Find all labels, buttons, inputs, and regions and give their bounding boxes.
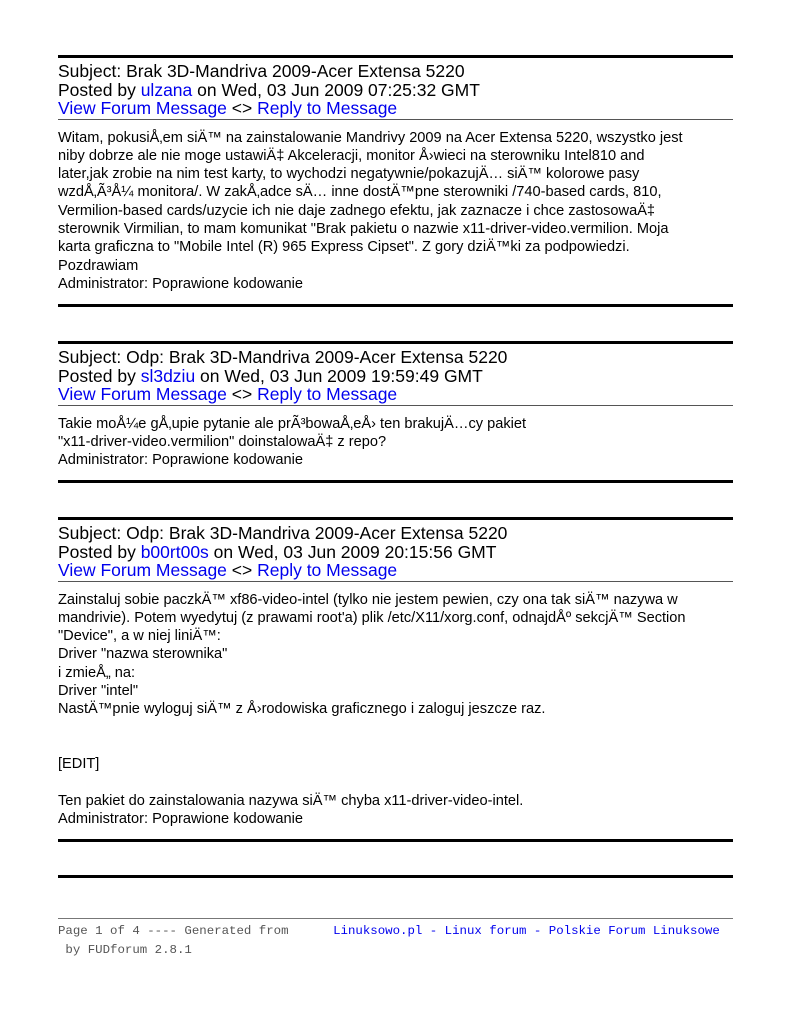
action-separator: <> [226, 98, 258, 118]
post-date: on Wed, 03 Jun 2009 20:15:56 GMT [208, 541, 497, 562]
post-bottom-rule [58, 480, 733, 483]
post-header [58, 58, 733, 118]
post-subject: Subject: Odp: Brak 3D-Mandriva 2009-Acer Extensa 5220 [58, 523, 508, 543]
forum-site-link[interactable]: Linuksowo.pl - Linux forum - Polskie Forum Linuksowe [333, 924, 720, 938]
post-body: Zainstaluj sobie paczkÄ™ xf86-video-intel (tylko nie jestem pewien, czy ona tak siÄ™ nazywa w mandrivie). Potem wyedytuj (z prawami root'a) plik /etc/X11/xorg.conf, odnajdÅº sekcjÄ™ Section "Device", a w niej liniÄ™: Driver "nazwa sterownika" i zmieÅ„ na: Driver "intel" NastÄ™pnie wyloguj siÄ™ z Å›rodowiska graficznego i zaloguj jeszcze raz. [EDIT] Ten pakiet do zainstalowania nazywa siÄ™ chyba x11-driver-video-intel. Administrator: Poprawione kodowanie [58, 591, 686, 828]
forum-post [58, 517, 733, 828]
post-header [58, 344, 733, 404]
post-subject: Subject: Odp: Brak 3D-Mandriva 2009-Acer Extensa 5220 [58, 347, 508, 367]
action-separator: <> [226, 384, 258, 404]
reply-to-message-link[interactable]: Reply to Message [257, 560, 398, 580]
post-subject: Subject: Brak 3D-Mandriva 2009-Acer Extensa 5220 [58, 61, 465, 81]
post-bottom-rule [58, 839, 733, 842]
posted-by-label: Posted by [58, 79, 141, 100]
post-body: Takie moÅ¼e gÅ‚upie pytanie ale prÃ³bowaÅ‚eÅ› ten brakujÄ…cy pakiet "x11-driver-video.vermilion" doinstalowaÄ‡ z repo? Administrator: Poprawione kodowanie [58, 415, 527, 469]
page-footer [58, 918, 733, 960]
post-actions [58, 385, 733, 404]
reply-to-message-link[interactable]: Reply to Message [257, 384, 398, 404]
action-separator: <> [226, 560, 258, 580]
post-date: on Wed, 03 Jun 2009 19:59:49 GMT [195, 365, 483, 386]
post-actions [58, 99, 733, 118]
post-body: Witam, pokusiÅ‚em siÄ™ na zainstalowanie Mandrivy 2009 na Acer Extensa 5220, wszystko jest niby dobrze ale nie moge ustawiÄ‡ Akceleracji, monitor Å›wieci na sterowniku Intel810 and later,jak zrobie na nim test karty, to wychodzi negatywnie/pokazujÄ… siÄ™ kolorowe pasy wzdÅ‚Ã³Å¼ monitora/. W zakÅ‚adce sÄ… inne dostÄ™pne sterowniki /740-based cards, 810, Vermilion-based cards/uzycie ich nie daje zadnego efektu, jak zaznacze i chce zastosowaÄ‡ sterownik Virmilian, to mam komunikat "Brak pakietu o nazwie x11-driver-video.vermilion. Moja karta graficzna to "Mobile Intel (R) 965 Express Cipset". Z gory dziÄ™ki za podpowiedzi. Pozdrawiam Administrator: Poprawione kodowanie [58, 129, 683, 292]
view-forum-message-link[interactable]: View Forum Message [58, 98, 227, 118]
forum-post [58, 55, 733, 293]
post-byline [58, 543, 733, 562]
view-forum-message-link[interactable]: View Forum Message [58, 384, 227, 404]
view-forum-message-link[interactable]: View Forum Message [58, 560, 227, 580]
posted-by-label: Posted by [58, 541, 141, 562]
posted-by-label: Posted by [58, 365, 141, 386]
post-header [58, 520, 733, 580]
post-date: on Wed, 03 Jun 2009 07:25:32 GMT [192, 79, 480, 100]
post-actions [58, 561, 733, 580]
author-link[interactable]: b00rt00s [140, 541, 209, 562]
author-link[interactable]: ulzana [140, 79, 193, 100]
author-link[interactable]: sl3dziu [140, 365, 196, 386]
post-bottom-rule [58, 304, 733, 307]
footer-suffix: by FUDforum 2.8.1 [58, 943, 192, 957]
page-end-rule [58, 875, 733, 878]
forum-post [58, 341, 733, 469]
post-byline [58, 81, 733, 100]
post-byline [58, 367, 733, 386]
reply-to-message-link[interactable]: Reply to Message [257, 98, 398, 118]
footer-prefix: Page 1 of 4 ---- Generated from [58, 924, 334, 938]
